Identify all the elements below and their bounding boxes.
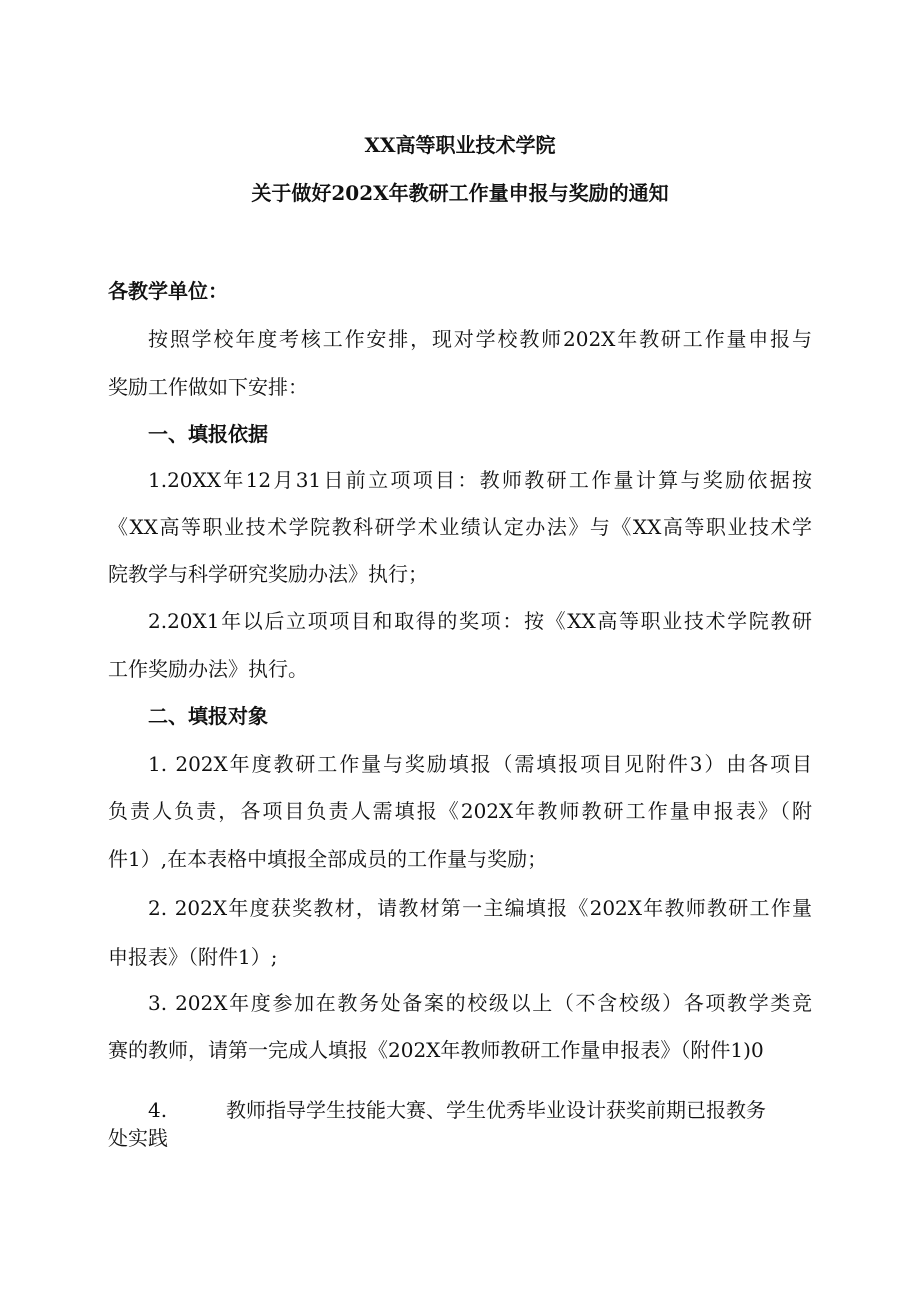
intro-paragraph-line-2: 奖励工作做如下安排：	[108, 375, 308, 399]
section-2-item-4-text: 教师指导学生技能大赛、学生优秀毕业设计获奖前期已报教务	[226, 1098, 766, 1122]
salutation: 各教学单位：	[108, 279, 228, 303]
document-title-notice: 关于做好202X年教研工作量申报与奖励的通知	[251, 181, 669, 205]
section-2-item-1-line-2: 负责人负责，各项目负责人需填报《202X年教师教研工作量申报表》（附	[108, 799, 812, 823]
section-1-item-2-line-2: 工作奖励办法》执行。	[108, 657, 308, 681]
section-1-item-1-line-2: 《XX高等职业技术学院教科研学术业绩认定办法》与《XX高等职业技术学	[108, 515, 812, 539]
section-2-item-4-line-2: 处实践	[108, 1126, 168, 1150]
section-1-item-1-line-3: 院教学与科学研究奖励办法》执行；	[108, 562, 428, 586]
section-2-item-1-line-1: 1. 202X年度教研工作量与奖励填报（需填报项目见附件3）由各项目	[148, 752, 812, 776]
document-title-institution: XX高等职业技术学院	[364, 133, 556, 157]
section-1-item-1-line-1: 1.20XX年12月31日前立项项目：教师教研工作量计算与奖励依据按	[148, 468, 812, 492]
section-2-item-2-line-1: 2. 202X年度获奖教材，请教材第一主编填报《202X年教师教研工作量	[148, 896, 812, 920]
section-2-item-2-line-2: 申报表》（附件1）;	[108, 945, 278, 969]
section-1-item-2-line-1: 2.20X1年以后立项项目和取得的奖项：按《XX高等职业技术学院教研	[148, 609, 812, 633]
intro-paragraph-line-1: 按照学校年度考核工作安排，现对学校教师202X年教研工作量申报与	[148, 327, 812, 351]
section-2-heading: 二、填报对象	[148, 704, 268, 728]
section-2-item-3-line-2: 赛的教师，请第一完成人填报《202X年教师教研工作量申报表》（附件1)0	[108, 1038, 764, 1062]
section-2-item-1-line-3: 件1）,在本表格中填报全部成员的工作量与奖励；	[108, 847, 548, 871]
section-2-item-4-line-1	[148, 1096, 812, 1124]
section-2-item-3-line-1: 3. 202X年度参加在教务处备案的校级以上（不含校级）各项教学类竞	[148, 991, 812, 1015]
section-1-heading: 一、填报依据	[148, 422, 268, 446]
section-2-item-4-number: 4.	[148, 1098, 168, 1122]
